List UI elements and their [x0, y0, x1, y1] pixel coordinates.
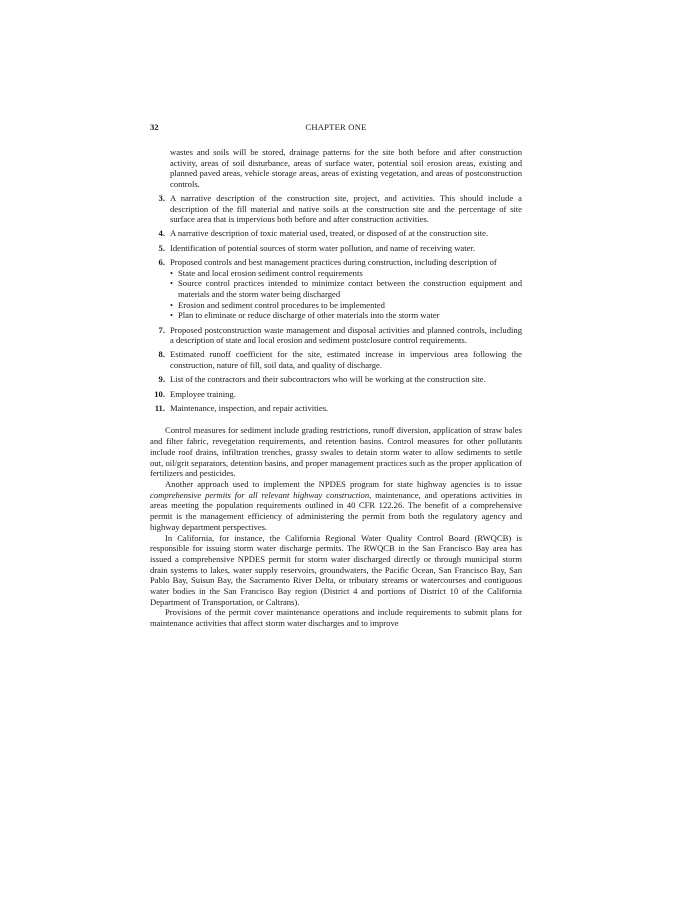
bullet-item: • Erosion and sediment control procedures to be implemented — [170, 299, 385, 310]
bullet-icon: • — [170, 299, 174, 310]
body-paragraph: Provisions of the permit cover maintenance operations and include requirements to submit plans for maintenance activities that affect storm water discharges and to improve — [150, 607, 522, 629]
numbered-list — [150, 193, 522, 414]
item-text: A narrative description of the construction site, project, and activities. This should include a description of the fill material and native soils at the construction site and the percentage of site surface area that is impervious both before and after construction activities. — [170, 192, 522, 225]
bullet-icon: • — [170, 310, 174, 321]
list-item — [150, 257, 522, 321]
bullet-item: • State and local erosion sediment control requirements — [170, 267, 363, 278]
page-number: 32 — [150, 122, 159, 132]
bullet-item: • Source control practices intended to minimize contact between the construction equipment and materials and the storm water being discharged — [170, 278, 522, 299]
list-item — [150, 389, 522, 400]
item-number: 11. — [154, 402, 165, 413]
continued-item-text: wastes and soils will be stored, drainage patterns for the site both before and after construction activity, areas of soil disturbance, areas of surface water, potential soil erosion areas, existing and planned paved areas, vehicle storage areas, areas of existing vegetation, and areas of postconstruction controls. — [170, 147, 522, 190]
page-header — [150, 122, 522, 135]
item-number: 8. — [158, 349, 165, 360]
item-number: 7. — [158, 324, 165, 335]
item-number: 4. — [158, 228, 165, 239]
bullet-list — [170, 268, 522, 322]
list-item — [150, 193, 522, 225]
bullet-item: • Plan to eliminate or reduce discharge of other materials into the storm water — [170, 310, 440, 321]
list-item — [150, 349, 522, 370]
running-head: CHAPTER ONE — [305, 122, 367, 132]
item-text: Estimated runoff coefficient for the site, estimated increase in impervious area following the construction, nature of fill, soil data, and quality of discharge. — [170, 349, 522, 371]
list-item — [150, 403, 522, 414]
list-item — [150, 228, 522, 239]
item-text: List of the contractors and their subcontractors who will be working at the construction site. — [170, 374, 486, 385]
item-number: 6. — [158, 256, 165, 267]
item-number: 10. — [154, 388, 165, 399]
list-item — [150, 325, 522, 346]
item-text: Proposed controls and best management practices during construction, including description of — [170, 256, 497, 267]
item-text: Maintenance, inspection, and repair activities. — [170, 402, 329, 413]
item-number: 3. — [158, 192, 165, 203]
book-page — [150, 122, 522, 629]
item-number: 9. — [158, 374, 165, 385]
list-item — [150, 374, 522, 385]
bullet-icon: • — [170, 267, 174, 278]
bullet-icon: • — [170, 278, 174, 289]
list-item — [150, 243, 522, 254]
item-number: 5. — [158, 242, 165, 253]
item-text: Proposed postconstruction waste management and disposal activities and planned controls, including a description of state and local erosion and sediment postclosure control requirements. — [170, 324, 522, 346]
item-text: Identification of potential sources of storm water pollution, and name of receiving water. — [170, 242, 475, 253]
emphasized-text: comprehensive permits for all relevant highway construction — [150, 489, 370, 500]
item-text: Employee training. — [170, 388, 236, 399]
body-paragraph: In California, for instance, the California Regional Water Quality Control Board (RWQCB) is responsible for issuing storm water discharge permits. The RWQCB in the San Francisco Bay area has issued a comprehensive NPDES permit for storm water discharged directly or through municipal storm drain systems to lakes, water supply reservoirs, groundwaters, the Pacific Ocean, San Francisco Bay, San Pablo Bay, Suisun Bay, the Sacramento River Delta, or tributary streams or watercourses and contiguous water bodies in the San Francisco Bay region (District 4 and portions of District 10 of the California Department of Transportation, or Caltrans). — [150, 532, 522, 607]
item-text: A narrative description of toxic material used, treated, or disposed of at the construction site. — [170, 228, 489, 239]
body-paragraph: Another approach used to implement the NPDES program for state highway agencies is to issue comprehensive permits for all relevant highway construction, maintenance, and operations activities in areas meeting the population requirements outlined in 40 CFR 122.26. The benefit of a comprehensive permit is the management efficiency of administering the permit from both the regulatory agency and highway department perspectives. — [150, 478, 522, 532]
body-paragraph: Control measures for sediment include grading restrictions, runoff diversion, application of straw bales and filter fabric, revegetation requirements, and retention basins. Control measures for other pollutants include roof drains, infiltration trenches, grassy swales to detain storm water to allow sediments to settle out, oil/grit separators, detention basins, and proper management practices such as the proper application of fertilizers and pesticides. — [150, 425, 522, 479]
